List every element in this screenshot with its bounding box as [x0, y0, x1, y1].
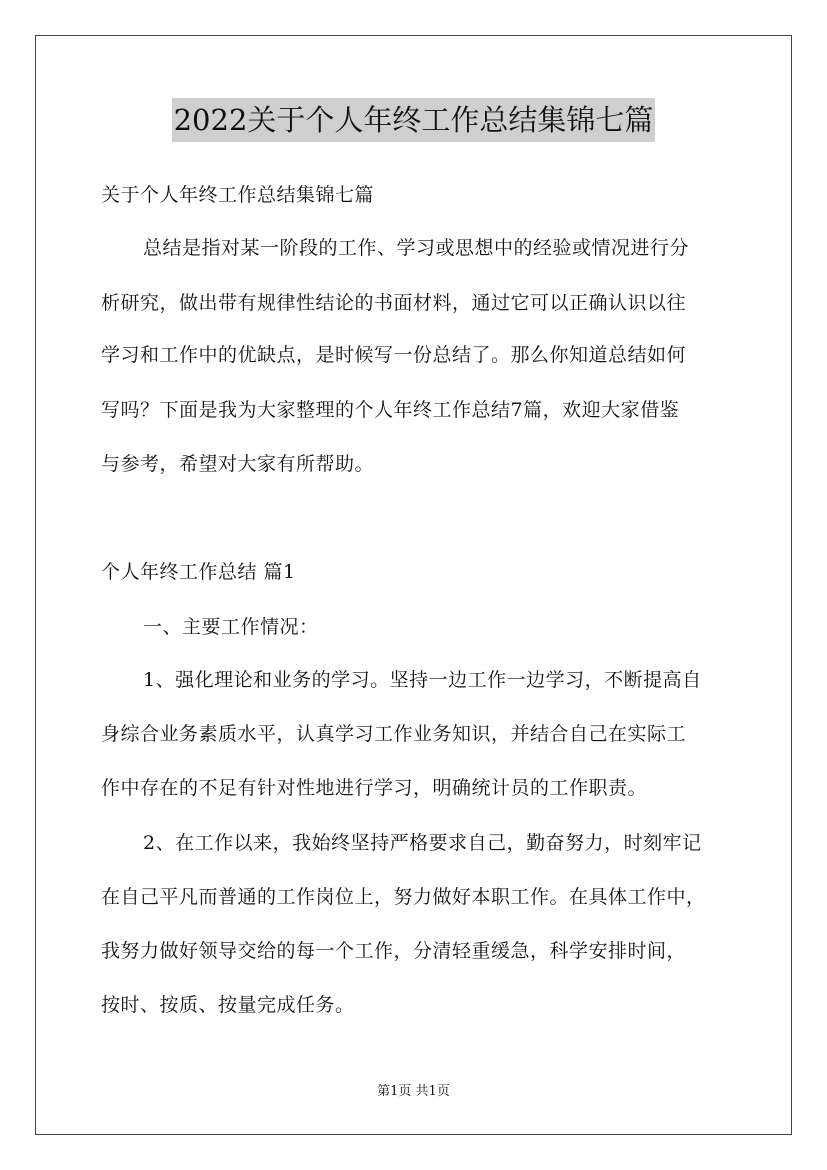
item1-line-2: 身综合业务素质水平，认真学习工作业务知识，并结合自己在实际工 — [101, 723, 687, 745]
section-heading: 个人年终工作总结 篇1 — [101, 561, 296, 583]
intro-line-3: 学习和工作中的优缺点，是时候写一份总结了。那么你知道总结如何 — [101, 344, 687, 366]
item1-line-3: 作中存在的不足有针对性地进行学习，明确统计员的工作职责。 — [101, 777, 648, 799]
title-container — [0, 98, 827, 142]
item2-line-1: 2、在工作以来，我始终坚持严格要求自己，勤奋努力，时刻牢记 — [143, 832, 702, 854]
document-subtitle: 关于个人年终工作总结集锦七篇 — [101, 184, 375, 206]
document-title: 2022关于个人年终工作总结集锦七篇 — [172, 98, 656, 142]
page-footer: 第1页 共1页 — [377, 1084, 450, 1099]
intro-line-5: 与参考，希望对大家有所帮助。 — [101, 453, 375, 475]
item1-line-1: 1、强化理论和业务的学习。坚持一边工作一边学习，不断提高自 — [143, 669, 702, 691]
intro-line-4: 写吗？下面是我为大家整理的个人年终工作总结7篇，欢迎大家借鉴 — [101, 399, 680, 421]
item2-line-2: 在自己平凡而普通的工作岗位上，努力做好本职工作。在具体工作中， — [101, 886, 706, 908]
subheading: 一、主要工作情况： — [143, 616, 319, 638]
item2-line-3: 我努力做好领导交给的每一个工作，分清轻重缓急，科学安排时间， — [101, 940, 687, 962]
intro-line-2: 析研究，做出带有规律性结论的书面材料，通过它可以正确认识以往 — [101, 292, 687, 314]
intro-line-1: 总结是指对某一阶段的工作、学习或思想中的经验或情况进行分 — [143, 237, 690, 259]
item2-line-4: 按时、按质、按量完成任务。 — [101, 994, 355, 1016]
